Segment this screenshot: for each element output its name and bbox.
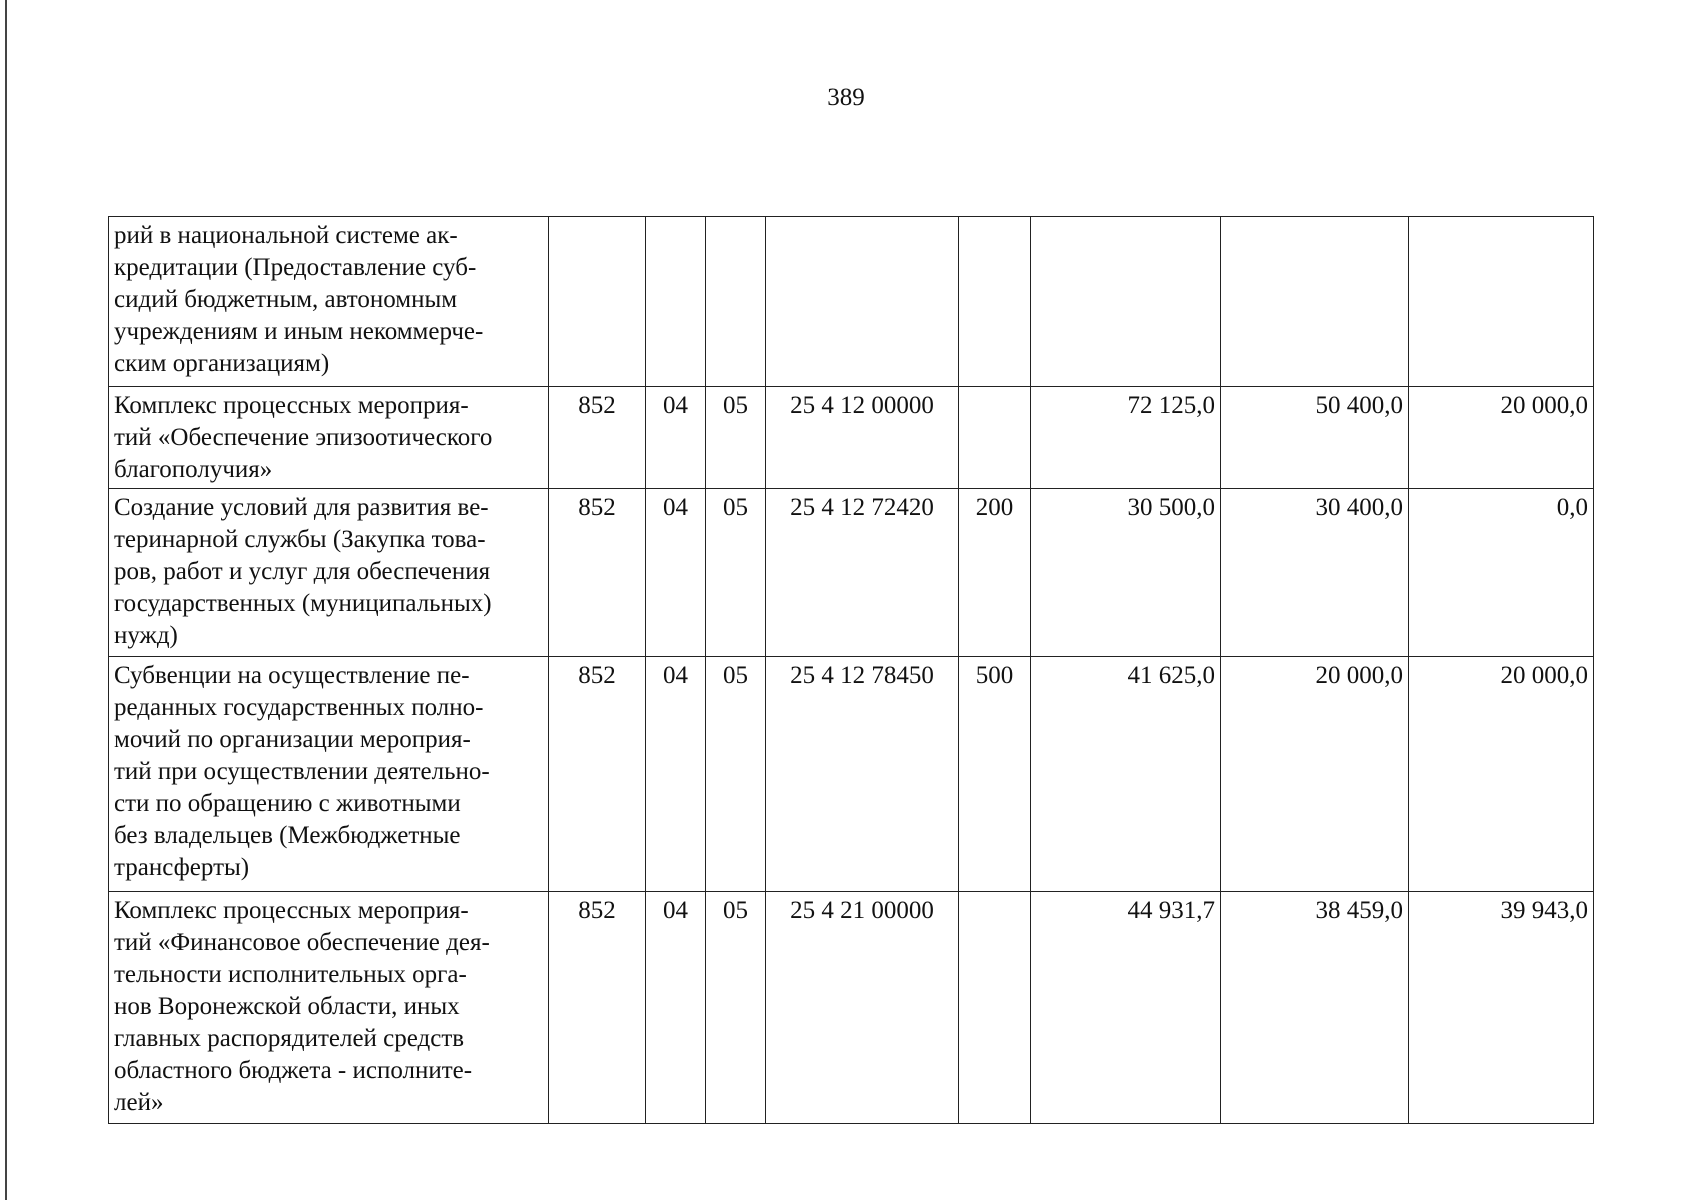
cell-name-line: Создание условий для развития ве-	[114, 494, 489, 521]
cell-name-line: Комплекс процессных мероприя-	[114, 897, 469, 924]
cell-grbs-code: 852	[549, 892, 646, 1124]
table-row	[109, 489, 1594, 657]
cell-expense-type	[959, 387, 1031, 489]
cell-name-line: трансферты)	[114, 854, 250, 881]
cell-name	[109, 489, 549, 657]
cell-expense-type	[959, 217, 1031, 387]
cell-name-line: Субвенции на осуществление пе-	[114, 662, 470, 689]
cell-amount-year-3: 0,0	[1409, 489, 1594, 657]
cell-section-code: 04	[646, 892, 706, 1124]
cell-amount-year-2: 30 400,0	[1221, 489, 1409, 657]
cell-name-line: сидий бюджетным, автономным	[114, 286, 458, 313]
cell-name-line: нов Воронежской области, иных	[114, 993, 460, 1020]
page-number: 389	[827, 84, 865, 111]
table-row	[109, 892, 1594, 1124]
cell-grbs-code	[549, 217, 646, 387]
cell-name-line: реданных государственных полно-	[114, 694, 484, 721]
cell-amount-year-1: 72 125,0	[1031, 387, 1221, 489]
cell-target-article: 25 4 12 78450	[766, 657, 959, 892]
cell-section-code: 04	[646, 657, 706, 892]
cell-name	[109, 387, 549, 489]
cell-grbs-code: 852	[549, 387, 646, 489]
cell-name-line: ров, работ и услуг для обеспечения	[114, 558, 491, 585]
cell-grbs-code: 852	[549, 657, 646, 892]
cell-amount-year-1: 41 625,0	[1031, 657, 1221, 892]
cell-name-line: Комплекс процессных мероприя-	[114, 392, 469, 419]
cell-target-article	[766, 217, 959, 387]
cell-name-line: тий «Финансовое обеспечение дея-	[114, 929, 490, 956]
cell-expense-type	[959, 892, 1031, 1124]
cell-name-line: государственных (муниципальных)	[114, 590, 492, 617]
cell-subsection-code: 05	[706, 489, 766, 657]
cell-amount-year-3	[1409, 217, 1594, 387]
cell-amount-year-2: 20 000,0	[1221, 657, 1409, 892]
cell-target-article: 25 4 12 00000	[766, 387, 959, 489]
cell-name-line: тий при осуществлении деятельно-	[114, 758, 490, 785]
table-row	[109, 657, 1594, 892]
cell-name-line: главных распорядителей средств	[114, 1025, 465, 1052]
cell-name-line: мочий по организации мероприя-	[114, 726, 471, 753]
cell-target-article: 25 4 12 72420	[766, 489, 959, 657]
cell-subsection-code: 05	[706, 387, 766, 489]
table-row	[109, 217, 1594, 387]
cell-expense-type: 200	[959, 489, 1031, 657]
budget-table	[108, 216, 1594, 1124]
cell-expense-type: 500	[959, 657, 1031, 892]
cell-name-line: сти по обращению с животными	[114, 790, 461, 817]
cell-section-code	[646, 217, 706, 387]
cell-subsection-code: 05	[706, 892, 766, 1124]
cell-name-line: ским организациям)	[114, 350, 330, 377]
cell-name-line: областного бюджета - исполните-	[114, 1057, 473, 1084]
cell-name-line: теринарной службы (Закупка това-	[114, 526, 486, 553]
cell-name-line: учреждениям и иным некоммерче-	[114, 318, 484, 345]
cell-amount-year-2: 38 459,0	[1221, 892, 1409, 1124]
cell-subsection-code: 05	[706, 657, 766, 892]
cell-section-code: 04	[646, 387, 706, 489]
cell-name-line: благополучия»	[114, 456, 273, 483]
cell-amount-year-3: 20 000,0	[1409, 657, 1594, 892]
cell-name-line: кредитации (Предоставление суб-	[114, 254, 477, 281]
cell-name-line: тельности исполнительных орга-	[114, 961, 467, 988]
cell-amount-year-2	[1221, 217, 1409, 387]
cell-amount-year-1: 44 931,7	[1031, 892, 1221, 1124]
cell-subsection-code	[706, 217, 766, 387]
cell-name-line: нужд)	[114, 622, 178, 649]
cell-amount-year-2: 50 400,0	[1221, 387, 1409, 489]
cell-name-line: лей»	[114, 1089, 164, 1116]
cell-section-code: 04	[646, 489, 706, 657]
cell-name-line: без владельцев (Межбюджетные	[114, 822, 461, 849]
cell-target-article: 25 4 21 00000	[766, 892, 959, 1124]
cell-amount-year-1	[1031, 217, 1221, 387]
cell-name-line: рий в национальной системе ак-	[114, 222, 458, 249]
cell-amount-year-3: 39 943,0	[1409, 892, 1594, 1124]
cell-name	[109, 892, 549, 1124]
table-body	[109, 217, 1594, 1124]
cell-name	[109, 217, 549, 387]
cell-amount-year-1: 30 500,0	[1031, 489, 1221, 657]
cell-name-line: тий «Обеспечение эпизоотического	[114, 424, 493, 451]
cell-name	[109, 657, 549, 892]
scan-edge-line	[5, 0, 7, 1200]
cell-amount-year-3: 20 000,0	[1409, 387, 1594, 489]
table-row	[109, 387, 1594, 489]
cell-grbs-code: 852	[549, 489, 646, 657]
